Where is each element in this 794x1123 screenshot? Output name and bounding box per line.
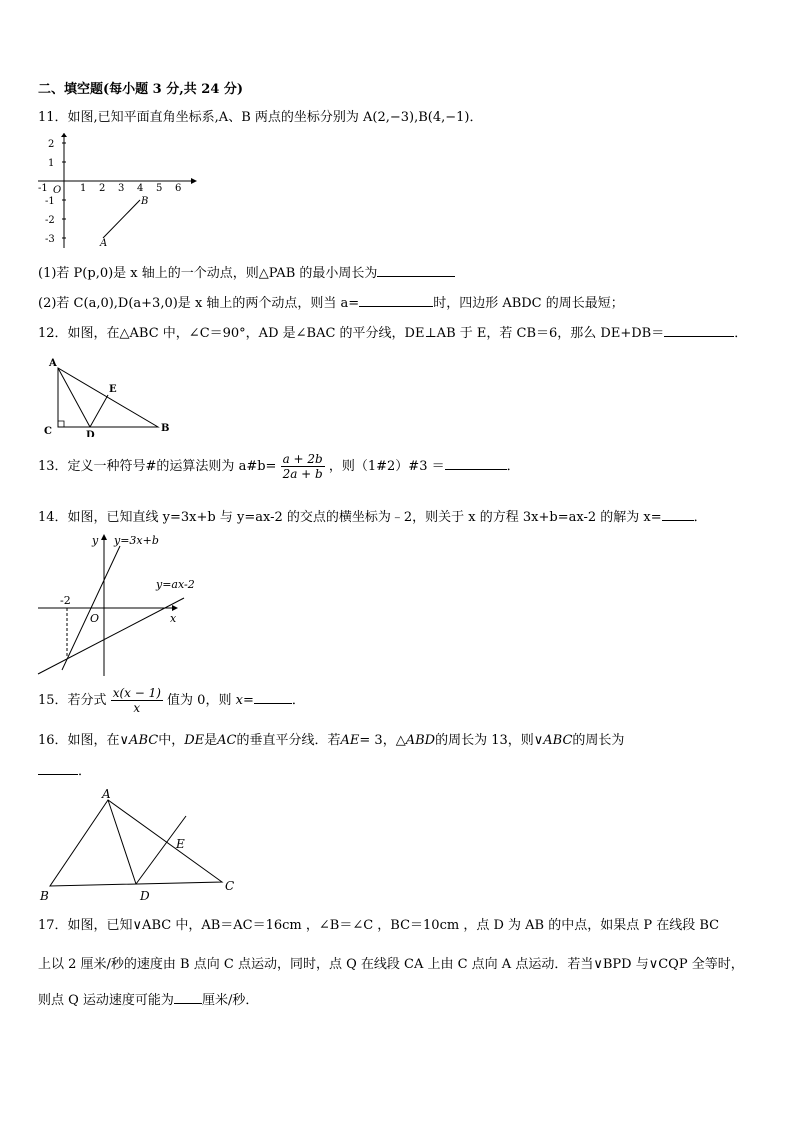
q16-text: 的周长为 — [572, 733, 625, 748]
q11-ytick: -3 — [45, 234, 55, 245]
q11-xtick: 6 — [175, 183, 182, 194]
q11-ytick: 2 — [48, 139, 55, 150]
q12-label-e: E — [109, 384, 117, 395]
q16-text: = 3，△ — [359, 733, 406, 748]
q11-part2-text: (2)若 C(a,0),D(a+3,0)是 x 轴上的两个动点，则当 a= — [38, 296, 360, 311]
q15-stem-text-2: 值为 0，则 — [167, 693, 232, 708]
answer-blank[interactable] — [359, 305, 433, 307]
q13-frac-num: a + 2b — [282, 452, 323, 466]
q16-text: 是 — [204, 733, 218, 748]
q11-ytick: 1 — [48, 158, 55, 169]
q16-figure — [36, 786, 246, 906]
q12-label-a: A — [49, 358, 57, 369]
q11-ytick: -1 — [45, 196, 55, 207]
q11-part2 — [38, 292, 624, 311]
q16-text: 16．如图，在 — [38, 733, 120, 748]
q16-label-c: C — [225, 879, 235, 893]
q14-line2-label: y=ax-2 — [156, 578, 195, 591]
q11-xtick: 3 — [118, 183, 125, 194]
q16-triangle: ∨ABC — [533, 733, 573, 748]
answer-blank[interactable] — [445, 468, 507, 470]
q16-label-e: E — [176, 837, 185, 851]
q15-fraction — [111, 686, 163, 715]
q17-line1: 17．如图，已知∨ABC 中，AB＝AC＝16cm ，∠B＝∠C ，BC＝10cm ，点 D 为 AB 的中点，如果点 P 在线段 BC — [38, 918, 720, 933]
q11-xtick: -1 — [38, 183, 48, 194]
q16-text: 中， — [158, 733, 185, 748]
q16-ae: AE — [340, 733, 360, 748]
section-title: 二、填空题(每小题 3 分,共 24 分) — [38, 82, 244, 97]
q16-abd: ABD — [405, 733, 436, 748]
q16-text: 的垂直平分线．若 — [236, 733, 341, 748]
q15-stem — [38, 686, 305, 715]
q11-xtick: 5 — [156, 183, 163, 194]
q16-stem-end: ． — [78, 764, 92, 779]
q12-label-d: D — [86, 430, 95, 437]
q14-line1-label: y=3x+b — [114, 534, 159, 547]
answer-blank[interactable] — [174, 1002, 202, 1004]
answer-blank[interactable] — [377, 275, 455, 277]
q11-part1-text: (1)若 P(p,0)是 x 轴上的一个动点，则△PAB 的最小周长为 — [38, 266, 378, 281]
q11-point-b: B — [141, 196, 149, 207]
q15-frac-num: x(x − 1) — [112, 686, 161, 700]
answer-blank[interactable] — [662, 519, 694, 521]
q15-stem-text: 15．若分式 — [38, 693, 107, 708]
q13-stem-end: ． — [506, 459, 520, 474]
q17-line3 — [38, 989, 258, 1008]
q12-label-c: C — [44, 426, 52, 437]
q12-stem — [38, 322, 747, 341]
q17-line3-end: 厘米/秒． — [201, 993, 259, 1008]
q16-label-d: D — [140, 889, 150, 903]
q15-var: x — [235, 693, 243, 708]
q16-stem — [38, 729, 624, 748]
answer-blank[interactable] — [254, 702, 292, 704]
q11-part2-text-end: 时，四边形 ABDC 的周长最短； — [433, 296, 624, 311]
q14-stem — [38, 506, 707, 525]
q13-stem-text-2: ，则（1#2）#3 ＝ — [328, 459, 445, 474]
q11-xtick: 4 — [137, 183, 144, 194]
q12-figure — [40, 352, 175, 437]
q11-ytick: -2 — [45, 215, 55, 226]
q11-figure — [36, 133, 198, 251]
q17-line2: 上以 2 厘米/秒的速度由 B 点向 C 点运动，同时，点 Q 在线段 CA 上由 C 点向 A 点运动．若当∨BPD 与∨CQP 全等时， — [38, 957, 744, 972]
q11-xtick: 1 — [80, 183, 87, 194]
q16-label-b: B — [40, 889, 49, 903]
answer-blank[interactable] — [38, 773, 78, 775]
q17-line3-text: 则点 Q 运动速度可能为 — [38, 993, 174, 1008]
q14-y-label: y — [92, 534, 99, 547]
q15-stem-end: ． — [291, 693, 305, 708]
q14-stem-end: ． — [693, 510, 707, 525]
q16-text: 的周长为 13，则 — [435, 733, 534, 748]
q14-figure — [36, 530, 206, 680]
q11-xtick: 2 — [99, 183, 106, 194]
q13-stem-text: 13．定义一种符号#的运算法则为 a#b= — [38, 459, 277, 474]
q13-fraction — [281, 452, 325, 481]
q15-equals: = — [242, 693, 254, 708]
q13-frac-den: 2a + b — [282, 467, 323, 481]
q12-label-b: B — [161, 423, 170, 434]
q14-origin: O — [90, 612, 100, 625]
q12-stem-text: 12．如图，在△ABC 中，∠C＝90°，AD 是∠BAC 的平分线，DE⊥AB 于 E，若 CB＝6，那么 DE+DB＝ — [38, 326, 665, 341]
q16-answer-line — [38, 760, 91, 779]
q11-point-a: A — [100, 238, 108, 249]
q14-neg2: -2 — [60, 594, 71, 607]
answer-blank[interactable] — [664, 335, 734, 337]
q14-stem-text: 14．如图，已知直线 y=3x+b 与 y=ax-2 的交点的横坐标为﹣2，则关于 x 的方程 3x+b=ax-2 的解为 x= — [38, 510, 662, 525]
q14-x-label: x — [170, 612, 177, 625]
q15-frac-den: x — [133, 701, 141, 715]
q16-triangle: ∨ABC — [119, 733, 159, 748]
q13-stem — [38, 452, 520, 481]
q12-stem-end: ． — [734, 326, 748, 341]
q11-origin: O — [53, 185, 62, 196]
q11-stem: 11．如图,已知平面直角坐标系,A、B 两点的坐标分别为 A(2,−3),B(4,−1)． — [38, 110, 483, 125]
q11-part1 — [38, 262, 455, 281]
q16-ac: AC — [217, 733, 237, 748]
q16-label-a: A — [102, 787, 111, 801]
q16-de: DE — [184, 733, 205, 748]
